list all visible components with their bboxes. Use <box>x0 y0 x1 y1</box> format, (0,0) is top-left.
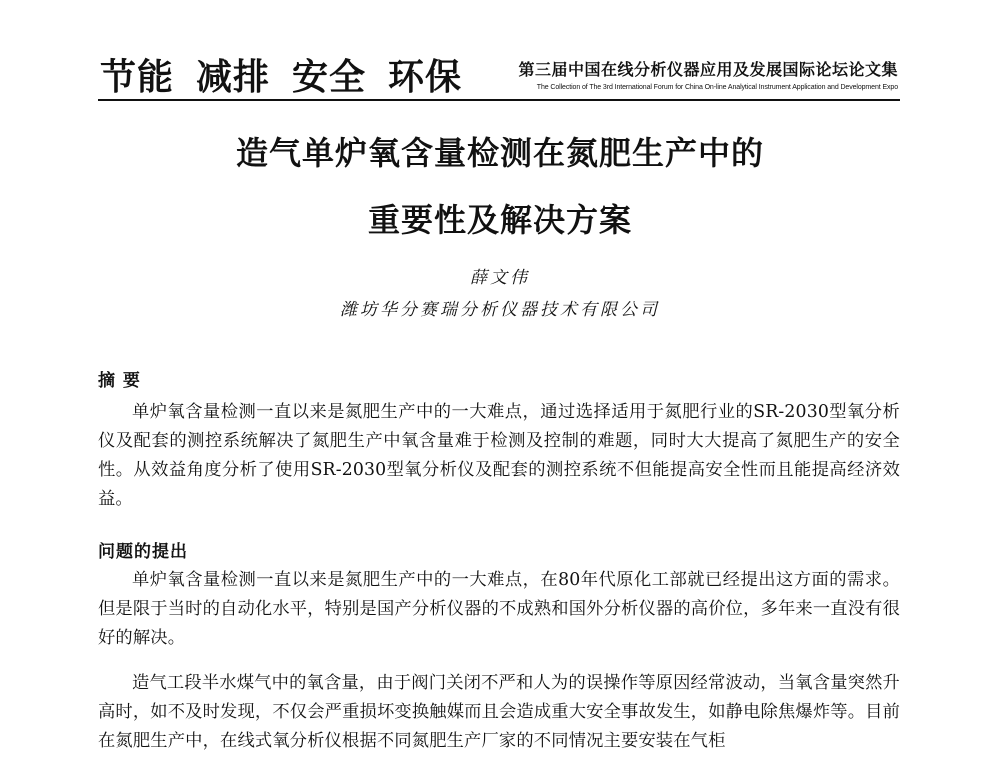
author-affiliation: 潍坊华分赛瑞分析仪器技术有限公司 <box>340 300 660 320</box>
slogan-word: 减排 <box>196 57 271 98</box>
header-slogan <box>100 56 484 100</box>
slogan-word: 安全 <box>292 57 367 98</box>
paper-title-line2: 重要性及解决方案 <box>367 201 632 239</box>
abstract-heading: 摘 要 <box>98 371 141 391</box>
section-heading: 问题的提出 <box>98 542 188 562</box>
header-divider <box>98 99 900 101</box>
abstract-text: 单炉氧含量检测一直以来是氮肥生产中的一大难点，通过选择适用于氮肥行业的SR-2030型氧分析仪及配套的测控系统解决了氮肥生产中氧含量难于检测及控制的难题，同时大大提高了氮肥生产的安全性。从效益角度分析了使用SR-2030型氧分析仪及配套的测控系统不但能提高安全性而且能提高经济效益。 <box>98 402 900 509</box>
section-paragraph-2: 造气工段半水煤气中的氧含量，由于阀门关闭不严和人为的误操作等原因经常波动，当氧含量突然升高时，如不及时发现，不仅会严重损坏变换触媒而且会造成重大安全事故发生，如静电除焦爆炸等。目前在氮肥生产中，在线式氧分析仪根据不同氮肥生产厂家的不同情况主要安装在气柜 <box>98 673 900 751</box>
slogan-word: 节能 <box>100 57 175 98</box>
section-paragraph-1: 单炉氧含量检测一直以来是氮肥生产中的一大难点，在80年代原化工部就已经提出这方面的需求。但是限于当时的自动化水平，特别是国产分析仪器的不成熟和国外分析仪器的高价位，多年来一直没有很好的解决。 <box>98 570 900 648</box>
proceedings-header <box>518 60 898 93</box>
paper-title-line1: 造气单炉氧含量检测在氮肥生产中的 <box>235 134 764 172</box>
proceedings-title-cn: 第三届中国在线分析仪器应用及发展国际论坛论文集 <box>518 60 898 79</box>
proceedings-title-en: The Collection of The 3rd International Forum for China On-line Analytical Instrument Application and Development Expo <box>536 84 898 91</box>
slogan-word: 环保 <box>388 57 463 98</box>
author-name: 薛文伟 <box>470 268 530 288</box>
